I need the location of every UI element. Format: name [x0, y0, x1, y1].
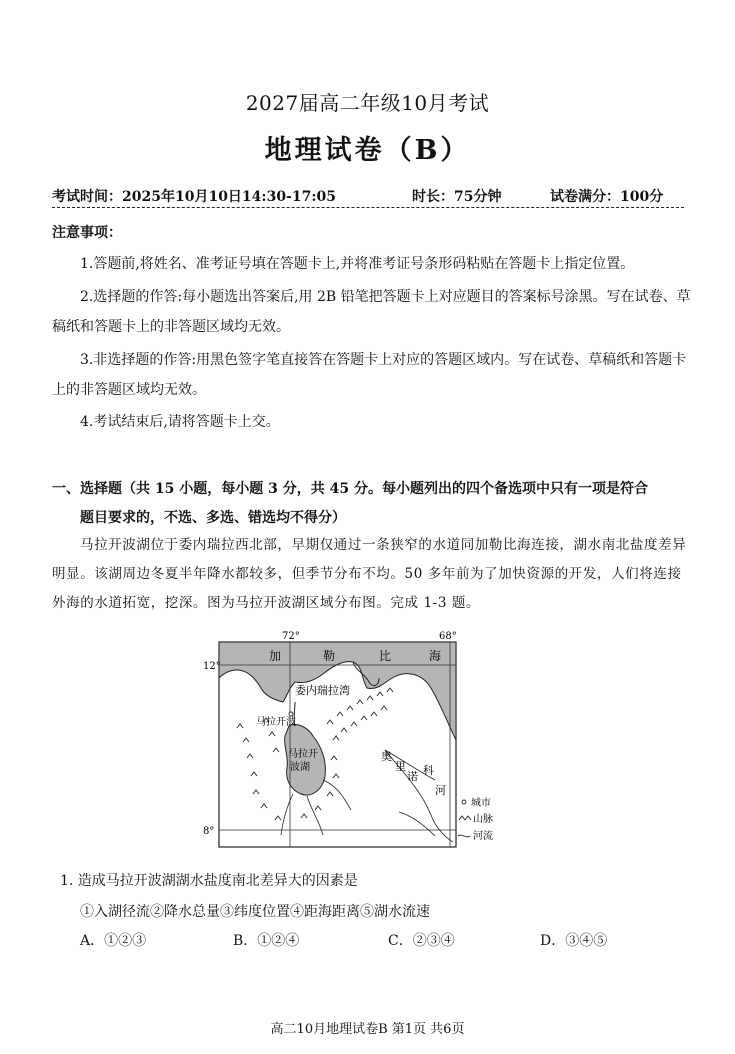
legend-mountain-icon [459, 816, 471, 820]
option-c: C．②③④ [388, 933, 455, 949]
notice-heading: 注意事项： [52, 225, 122, 241]
river-char-2: 里 [395, 760, 406, 773]
notice-item-2: 2.选择题的作答:每小题选出答案后,用 2B 铅笔把答题卡上对应题目的答案标号涂黑。写在试卷、草稿纸和答题卡上的非答题区域均无效。 [52, 289, 691, 335]
lat-12-label: 12° [203, 661, 221, 672]
legend-city-icon [462, 800, 466, 804]
notice-item-4: 4.考试结束后,请将答题卡上交。 [80, 414, 280, 430]
question-1-factors: ①入湖径流②降水总量③纬度位置④距海距离⑤湖水流速 [80, 904, 430, 920]
river-char-3: 诺 [407, 770, 418, 783]
lake-maracaibo-map [203, 630, 493, 855]
legend-city-label: 城市 [471, 798, 491, 809]
map-svg [203, 630, 493, 855]
exam-duration: 时长：75分钟 [412, 189, 502, 205]
question-1-stem: 1. 造成马拉开波湖湖水盐度南北差异大的因素是 [60, 873, 358, 889]
sea-char-2: 勒 [323, 649, 336, 663]
notice-item-1: 1.答题前,将姓名、准考证号填在答题卡上,并将准考证号条形码粘贴在答题卡上指定位置。 [80, 256, 635, 272]
page-footer: 高二10月地理试卷B 第1页 共6页 [270, 1022, 465, 1037]
city-label: 马拉开波 [256, 717, 296, 728]
legend-river-label: 河流 [473, 831, 493, 842]
lon-72-label: 72° [282, 631, 300, 642]
sea-char-4: 海 [429, 649, 442, 663]
option-b: B．①②④ [233, 933, 300, 949]
option-d: D．③④⑤ [540, 933, 608, 949]
lat-8-label: 8° [203, 826, 215, 837]
exam-full-score: 试卷满分：100分 [550, 189, 664, 205]
exam-info-bar [52, 183, 684, 208]
section-heading [52, 475, 692, 533]
material-intro: 马拉开波湖位于委内瑞拉西北部，早期仅通过一条狭窄的水道同加勒比海连接，湖水南北盐度差异明显。该湖周边冬夏半年降水都较多，但季节分布不均。50 多年前为了加快资源的开发，人们将连接外海的水道拓宽，挖深。图为马拉开波湖区域分布图。完成 1-3 题。 [52, 537, 687, 611]
exam-title: 2027届高二年级10月考试 [245, 91, 490, 115]
city-marker [289, 712, 293, 716]
lake-label-1: 马拉开 [288, 749, 318, 760]
river-char-4: 科 [423, 764, 434, 777]
section-heading-line1: 一、选择题（共 15 小题，每小题 3 分，共 45 分。每小题列出的四个备选项中只有一项是符合 [52, 481, 648, 497]
paper-title: 地理试卷（B） [264, 135, 471, 166]
question-1-options [80, 930, 640, 952]
option-a: A．①②③ [80, 933, 147, 949]
sea-char-3: 比 [379, 649, 392, 663]
gulf-label: 委内瑞拉湾 [295, 684, 350, 697]
sea-char-1: 加 [269, 649, 282, 663]
river-char-5: 河 [435, 784, 446, 797]
legend-mountain-label: 山脉 [473, 814, 493, 825]
lake-label-2: 波湖 [290, 762, 310, 773]
river-char-1: 奥 [381, 750, 392, 763]
map-legend [458, 796, 493, 842]
lon-68-label: 68° [439, 631, 457, 642]
notice-item-3: 3.非选择题的作答:用黑色签字笔直接答在答题卡上对应的答题区域内。写在试卷、草稿纸和答题卡上的非答题区域均无效。 [52, 352, 687, 398]
section-heading-line2: 题目要求的，不选、多选、错选均不得分） [80, 510, 346, 526]
legend-river-icon [458, 835, 470, 837]
exam-time: 考试时间：2025年10月10日14:30-17:05 [52, 189, 337, 205]
